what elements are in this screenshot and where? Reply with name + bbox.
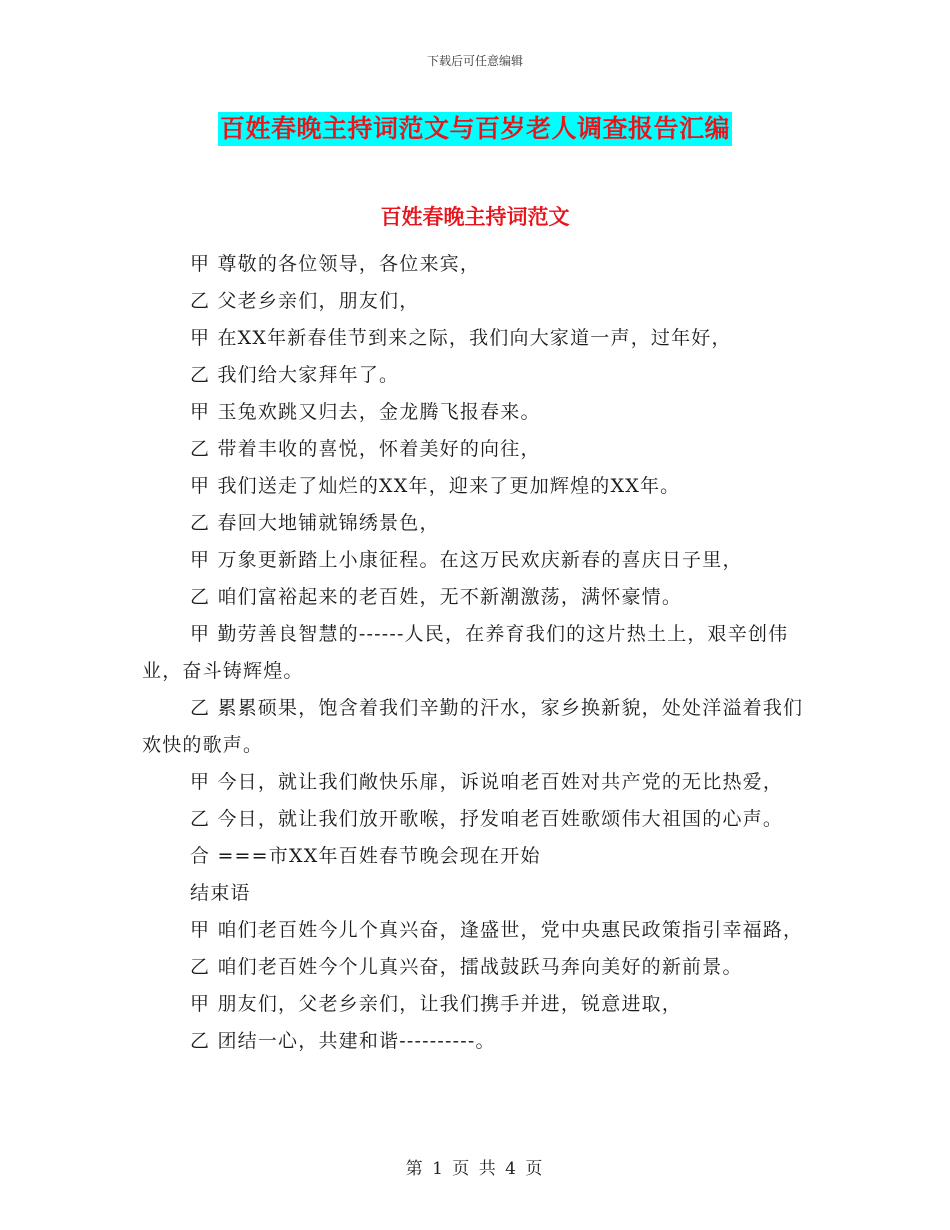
paragraph: 甲 在XX年新春佳节到来之际，我们向大家道一声，过年好， <box>190 327 732 349</box>
document-body <box>142 246 810 1060</box>
paragraph: 乙 咱们老百姓今个儿真兴奋，擂战鼓跃马奔向美好的新前景。 <box>190 956 743 978</box>
paragraph: 甲 今日，就让我们敞快乐扉，诉说咱老百姓对共产党的无比热爱， <box>190 771 784 793</box>
paragraph: 乙 带着丰收的喜悦，怀着美好的向往， <box>190 438 541 460</box>
paragraph: 甲 咱们老百姓今儿个真兴奋，逢盛世，党中央惠民政策指引幸福路， <box>190 919 804 941</box>
subheading-closing: 结束语 <box>190 882 251 904</box>
paragraph: 乙 团结一心，共建和谐----------。 <box>190 1030 496 1052</box>
paragraph: 甲 万象更新踏上小康征程。在这万民欢庆新春的喜庆日子里， <box>190 549 743 571</box>
paragraph: 乙 累累硕果，饱含着我们辛勤的汗水，家乡换新貌，处处洋溢着我们欢快的歌声。 <box>142 697 804 756</box>
section-title: 百姓春晚主持词范文 <box>380 204 570 229</box>
paragraph: 甲 勤劳善良智慧的------人民，在养育我们的这片热土上，艰辛创伟业，奋斗铸辉煌。 <box>142 623 789 682</box>
page-number: 第 1 页 共 4 页 <box>405 1159 545 1179</box>
paragraph: 甲 尊敬的各位领导，各位来宾， <box>190 253 481 275</box>
paragraph: 乙 今日，就让我们放开歌喉，抒发咱老百姓歌颂伟大祖国的心声。 <box>190 808 784 830</box>
paragraph: 甲 玉兔欢跳又归去，金龙腾飞报春来。 <box>190 401 541 423</box>
paragraph: 乙 父老乡亲们，朋友们， <box>190 290 420 312</box>
paragraph: 合 ===市XX年百姓春节晚会现在开始 <box>190 845 541 867</box>
page-header-note: 下载后可任意编辑 <box>426 54 523 68</box>
paragraph: 乙 咱们富裕起来的老百姓，无不新潮激荡，满怀豪情。 <box>190 586 683 608</box>
paragraph: 乙 我们给大家拜年了。 <box>190 364 400 386</box>
document-title-container <box>0 112 950 146</box>
paragraph: 乙 春回大地铺就锦绣景色， <box>190 512 440 534</box>
paragraph: 甲 朋友们，父老乡亲们，让我们携手并进，锐意进取， <box>190 993 683 1015</box>
document-title: 百姓春晚主持词范文与百岁老人调查报告汇编 <box>218 112 732 146</box>
paragraph: 甲 我们送走了灿烂的XX年，迎来了更加辉煌的XX年。 <box>190 475 681 497</box>
